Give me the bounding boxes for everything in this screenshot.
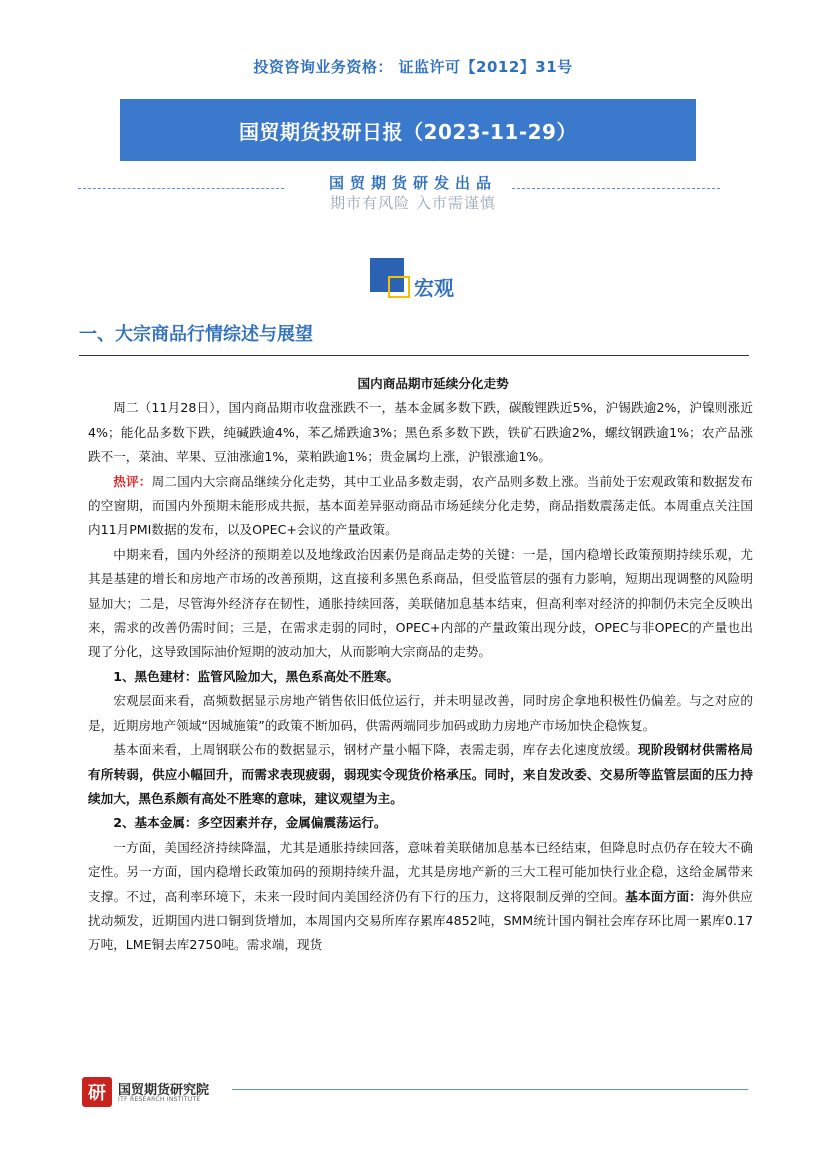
report-title-banner: 国贸期货投研日报（2023-11-29） <box>120 99 696 161</box>
divider-right <box>512 188 720 189</box>
publisher-line: 国贸期货研发出品 <box>328 174 497 192</box>
subheading-black-materials <box>88 665 753 689</box>
footer-rule <box>232 1089 748 1090</box>
paragraph-metals <box>88 836 753 958</box>
metals-plain-text: 一方面，美国经济持续降温，尤其是通胀持续回落，意味着美联储加息基本已经结束，但降息时点仍存在较大不确定性。另一方面，国内稳增长政策加码的预期持续升温，尤其是房地产新的三大工程可能加快行业企稳，这给金属带来支撑。不过，高利率环境下，未来一段时间内美国经济仍有下行的压力，这将限制反弹的空间。 <box>88 839 753 904</box>
article-title: 国内商品期市延续分化走势 <box>357 376 509 391</box>
risk-slogan: 期市有风险 入市需谨慎 <box>330 194 496 212</box>
institute-name: 国贸期货研究院 <box>118 1083 210 1098</box>
article-body <box>88 372 753 958</box>
paragraph-hot-comment <box>88 470 753 543</box>
metals-tail-text: 海外供应扰动频发，近期国内进口铜到货增加，本周国内交易所库存累库4852吨，SMM统计国内铜社会库存环比周一累库0.17万吨，LME铜去库2750吨。需求端，现货 <box>88 888 754 953</box>
paragraph-midterm-outlook: 中期来看，国内外经济的预期差以及地缘政治因素仍是商品走势的关键：一是，国内稳增长政策预期持续乐观，尤其是基建的增长和房地产市场的改善预期，这直接利多黑色系商品，但受监管层的强有力影响，短期出现调整的风险明显加大；二是，尽管海外经济存在韧性，通胀持续回落，美联储加息基本结束，但高利率对经济的抑制仍未完全反映出来，需求的改善仍需时间；三是，在需求走弱的同时，OPEC+内部的产量政策出现分歧，OPEC与非OPEC的产量也出现了分化，这导致国际油价短期的波动加大，从而影响大宗商品的走势。 <box>88 546 753 660</box>
hot-comment-text: 周二国内大宗商品继续分化走势，其中工业品多数走弱，农产品则多数上涨。当前处于宏观政策和数据发布的空窗期，而国内外预期未能形成共振，基本面差异驱动商品市场延续分化走势，商品指数震荡走低。本周重点关注国内11月PMI数据的发布，以及OPEC+会议的产量政策。 <box>88 473 754 538</box>
institute-english-name: ITF RESEARCH INSTITUTE <box>118 1096 201 1103</box>
heading-rule <box>79 355 749 356</box>
metals-bold-label: 基本面方面： <box>625 888 703 904</box>
subheading-base-metals <box>88 811 753 835</box>
paragraph-fundamentals-steel <box>88 738 753 811</box>
section-title: 宏观 <box>414 276 454 300</box>
steel-plain-text: 基本面来看，上周钢联公布的数据显示，钢材产量小幅下降，表需走弱，库存去化速度放缓。 <box>113 742 639 758</box>
steel-bold-text: 现阶段钢材供需格局有所转弱，供应小幅回升，而需求表现疲弱，弱现实令现货价格承压。同时，来自发改委、交易所等监管层面的压力持续加大，黑色系颇有高处不胜寒的意味，建议观望为主。 <box>88 742 754 806</box>
hot-comment-label: 热评： <box>113 473 152 489</box>
qualification-line: 投资咨询业务资格： 证监许可【2012】31号 <box>253 58 573 76</box>
institute-logo: 研 <box>82 1077 112 1107</box>
subheading-black-text: 1、黑色建材：监管风险加大，黑色系高处不胜寒。 <box>113 668 400 684</box>
section-square-icon <box>370 258 410 298</box>
paragraph-macro-property: 宏观层面来看，高频数据显示房地产销售依旧低位运行，并未明显改善，同时房企拿地积极性仍偏差。与之对应的是，近期房地产领域“因城施策”的政策不断加码，供需两端同步加码或助力房地产市场加快企稳恢复。 <box>88 693 753 733</box>
subheading-metals-text: 2、基本金属：多空因素并存，金属偏震荡运行。 <box>113 815 387 831</box>
paragraph-market-summary: 周二（11月28日），国内商品期市收盘涨跌不一，基本金属多数下跌，碳酸锂跌近5%，沪锡跌逾2%，沪镍则涨近4%；能化品多数下跌，纯碱跌逾4%，苯乙烯跌逾3%；黑色系多数下跌，铁矿石跌逾2%，螺纹钢跌逾1%；农产品涨跌不一，菜油、苹果、豆油涨逾1%，菜粕跌逾1%；贵金属均上涨，沪银涨逾1%。 <box>88 400 753 465</box>
heading-commodity-overview: 一、大宗商品行情综述与展望 <box>79 324 313 345</box>
